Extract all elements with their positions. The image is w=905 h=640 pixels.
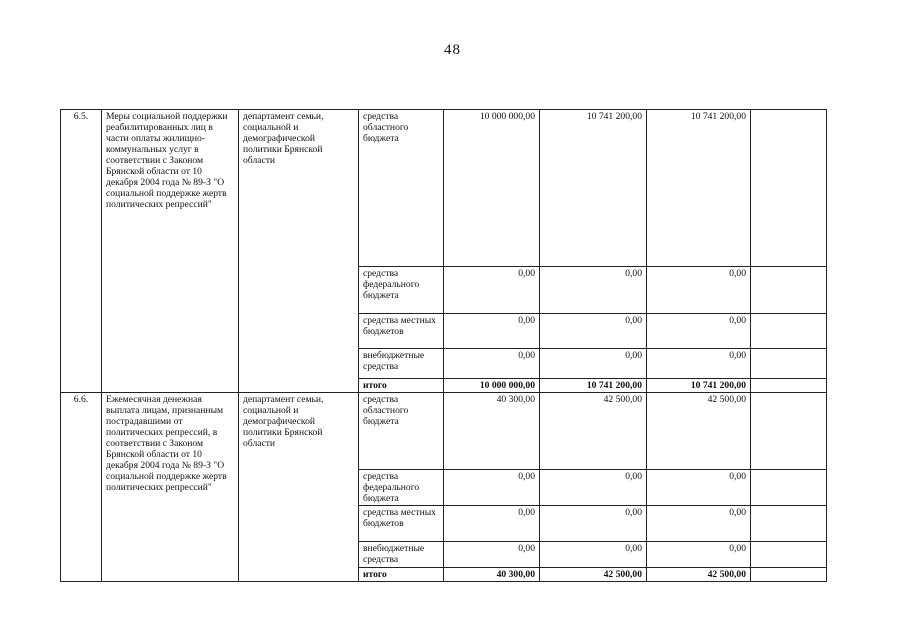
amount-cell: 0,00 (444, 506, 540, 542)
measure-description: Меры социальной поддержки реабилитированных лиц в части оплаты жилищно-коммунальных услуг в соответствии с Законом Брянской области от 10 декабря 2004 года № 89-З "О социальной поддержке жертв политических репрессий" (102, 110, 239, 393)
amount-cell: 0,00 (444, 349, 540, 379)
funding-source: средства областного бюджета (359, 393, 444, 470)
page-number: 48 (444, 42, 461, 58)
amount-cell: 10 741 200,00 (540, 110, 647, 267)
amount-cell: 0,00 (540, 470, 647, 506)
funding-source: средства местных бюджетов (359, 506, 444, 542)
amount-cell: 0,00 (540, 349, 647, 379)
amount-cell: 0,00 (647, 470, 751, 506)
amount-cell: 0,00 (444, 267, 540, 314)
amount-cell: 0,00 (647, 314, 751, 349)
amount-cell (751, 110, 827, 267)
amount-cell (751, 393, 827, 470)
funding-source: средства областного бюджета (359, 110, 444, 267)
executor: департамент семьи, социальной и демографической политики Брянской области (239, 393, 359, 582)
amount-cell (751, 349, 827, 379)
amount-cell: 42 500,00 (647, 393, 751, 470)
amount-cell: 0,00 (647, 542, 751, 568)
total-amount: 10 741 200,00 (647, 379, 751, 393)
total-amount: 42 500,00 (647, 568, 751, 582)
funding-source: внебюджетные средства (359, 349, 444, 379)
measure-description: Ежемесячная денежная выплата лицам, признанным пострадавшими от политических репрессий, в соответствии с Законом Брянской области от 10 декабря 2004 года № 89-З "О социальной поддержке жертв политических репрессий" (102, 393, 239, 582)
total-label: итого (359, 568, 444, 582)
table-row (61, 393, 827, 470)
amount-cell (751, 314, 827, 349)
amount-cell: 0,00 (540, 506, 647, 542)
budget-table (60, 109, 827, 582)
funding-source: средства федерального бюджета (359, 470, 444, 506)
total-amount: 42 500,00 (540, 568, 647, 582)
amount-cell: 40 300,00 (444, 393, 540, 470)
funding-source: внебюджетные средства (359, 542, 444, 568)
total-amount: 40 300,00 (444, 568, 540, 582)
amount-cell: 42 500,00 (540, 393, 647, 470)
amount-cell: 0,00 (540, 542, 647, 568)
amount-cell (751, 470, 827, 506)
funding-source: средства местных бюджетов (359, 314, 444, 349)
amount-cell: 0,00 (540, 314, 647, 349)
amount-cell: 0,00 (540, 267, 647, 314)
total-amount (751, 379, 827, 393)
table-row (61, 110, 827, 267)
amount-cell (751, 542, 827, 568)
total-label: итого (359, 379, 444, 393)
amount-cell: 0,00 (647, 267, 751, 314)
amount-cell (751, 267, 827, 314)
total-amount (751, 568, 827, 582)
amount-cell: 10 741 200,00 (647, 110, 751, 267)
amount-cell (751, 506, 827, 542)
amount-cell: 0,00 (647, 349, 751, 379)
amount-cell: 0,00 (444, 314, 540, 349)
amount-cell: 10 000 000,00 (444, 110, 540, 267)
amount-cell: 0,00 (647, 506, 751, 542)
executor: департамент семьи, социальной и демографической политики Брянской области (239, 110, 359, 393)
total-amount: 10 741 200,00 (540, 379, 647, 393)
funding-source: средства федерального бюджета (359, 267, 444, 314)
item-number: 6.6. (61, 393, 102, 582)
item-number: 6.5. (61, 110, 102, 393)
total-amount: 10 000 000,00 (444, 379, 540, 393)
amount-cell: 0,00 (444, 542, 540, 568)
amount-cell: 0,00 (444, 470, 540, 506)
